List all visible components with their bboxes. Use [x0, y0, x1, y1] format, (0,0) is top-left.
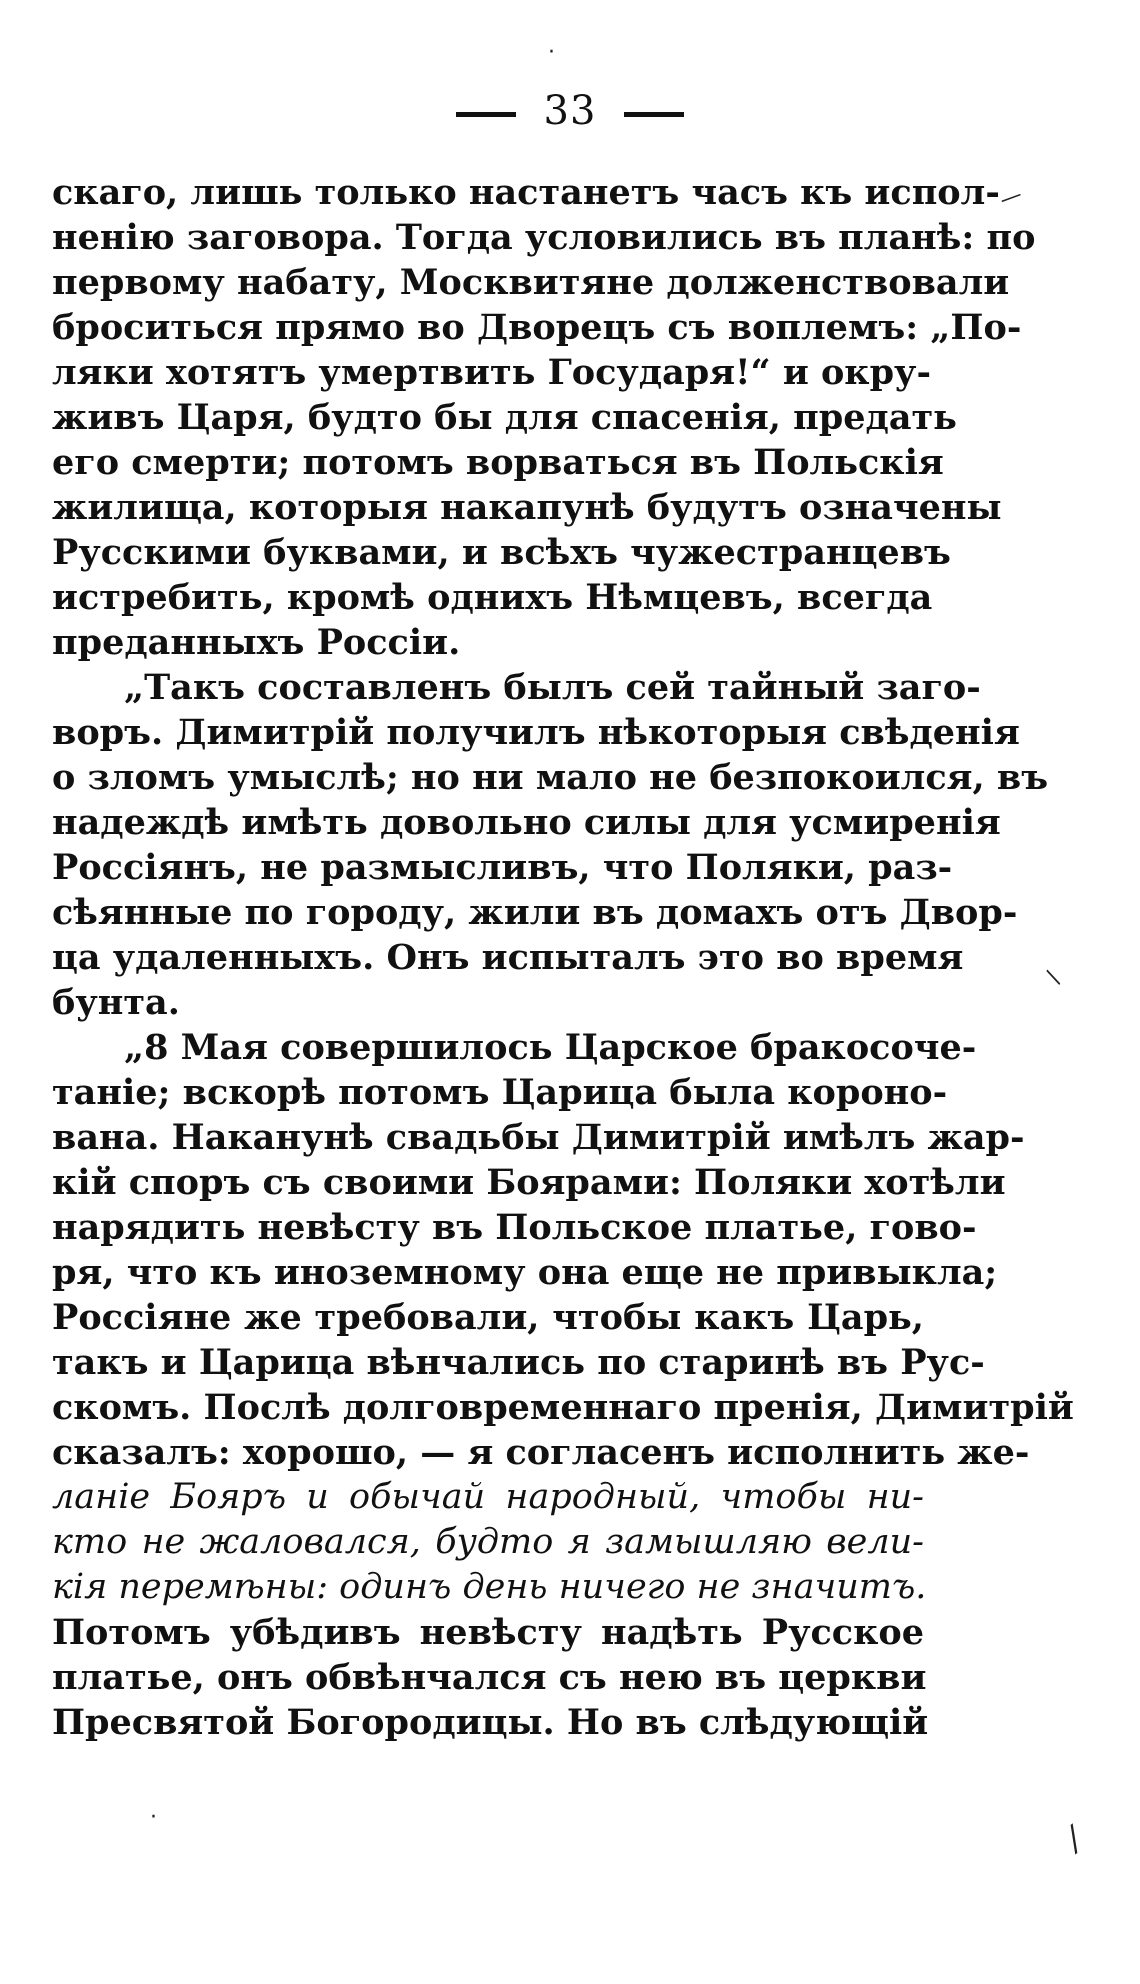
paragraph-start-line: „Такъ составленъ былъ сей тайный заго-: [124, 667, 981, 708]
text-line: бунта.: [52, 982, 180, 1023]
text-line: кій споръ съ своими Боярами: Поляки хотѣли: [52, 1162, 1006, 1203]
text-line: такъ и Царица вѣнчались по старинѣ въ Рус-: [52, 1342, 985, 1383]
text-line: первому набату, Москвитяне долженствовали: [52, 262, 1010, 303]
text-line: воръ. Димитрій получилъ нѣкоторыя свѣденія: [52, 712, 1020, 753]
text-line: Потомъ убѣдивъ невѣсту надѣть Русское: [52, 1612, 924, 1653]
text-line: сѣянные по городу, жили въ домахъ отъ Двор-: [52, 892, 1018, 933]
text-line: нарядить невѣсту въ Польское платье, гово-: [52, 1207, 977, 1248]
scan-speck: ⁄: [1059, 1822, 1090, 1858]
body-text: [52, 170, 1074, 1745]
text-line: платье, онъ обвѣнчался съ нею въ церкви: [52, 1657, 927, 1698]
text-line: надеждѣ имѣть довольно силы для усмиренія: [52, 802, 1001, 843]
text-line: Русскими буквами, и всѣхъ чужестранцевъ: [52, 532, 951, 573]
text-line: сказалъ: хорошо, — я согласенъ исполнить же-: [52, 1432, 1030, 1473]
scan-speck: ·: [150, 1805, 157, 1830]
text-line: жилища, которыя накапунѣ будутъ означены: [52, 487, 1002, 528]
text-line: Россіяне же требовали, чтобы какъ Царь,: [52, 1297, 924, 1338]
text-line: таніе; вскорѣ потомъ Царица была короно-: [52, 1072, 948, 1113]
text-line: скомъ. Послѣ долговременнаго пренія, Димитрій: [52, 1387, 1074, 1428]
scan-speck: /: [1041, 968, 1067, 987]
text-line: ря, что къ иноземному она еще не привыкла;: [52, 1252, 998, 1293]
text-line: ляки хотятъ умертвить Государя!“ и окру-: [52, 352, 931, 393]
text-line: вана. Наканунѣ свадьбы Димитрій имѣлъ жар-: [52, 1117, 1025, 1158]
scan-speck: —: [996, 181, 1026, 214]
italic-text-line: кія перемѣны: одинъ день ничего не значитъ.: [52, 1567, 927, 1607]
text-line: ненію заговора. Тогда условились въ планѣ: по: [52, 217, 1036, 258]
italic-text-line: кто не жаловался, будто я замышляю вели-: [52, 1522, 924, 1562]
text-line: о зломъ умыслѣ; но ни мало не безпокоился, въ: [52, 757, 1049, 798]
text-line: броситься прямо во Дворецъ съ воплемъ: „По-: [52, 307, 1022, 348]
page-number: 33: [543, 88, 597, 134]
paragraph-start-line: „8 Мая совершилось Царское бракосоче-: [124, 1027, 977, 1068]
text-line: ца удаленныхъ. Онъ испыталъ это во время: [52, 937, 964, 978]
text-line: истребить, кромѣ однихъ Нѣмцевъ, всегда: [52, 577, 933, 618]
italic-text-line: ланіе Бояръ и обычай народный, чтобы ни-: [52, 1477, 924, 1517]
header-dash-left: [456, 112, 516, 117]
page-header: [0, 88, 1140, 134]
text-line: преданныхъ Россіи.: [52, 622, 461, 663]
text-line: его смерти; потомъ ворваться въ Польскія: [52, 442, 944, 483]
text-line: скаго, лишь только настанетъ часъ къ испол-: [52, 172, 1000, 213]
header-dash-right: [624, 112, 684, 117]
text-line: Россіянъ, не размысливъ, что Поляки, раз-: [52, 847, 953, 888]
scan-speck: ·: [548, 40, 555, 65]
text-line: Пресвятой Богородицы. Но въ слѣдующій: [52, 1702, 929, 1743]
text-line: живъ Царя, будто бы для спасенія, предать: [52, 397, 957, 438]
